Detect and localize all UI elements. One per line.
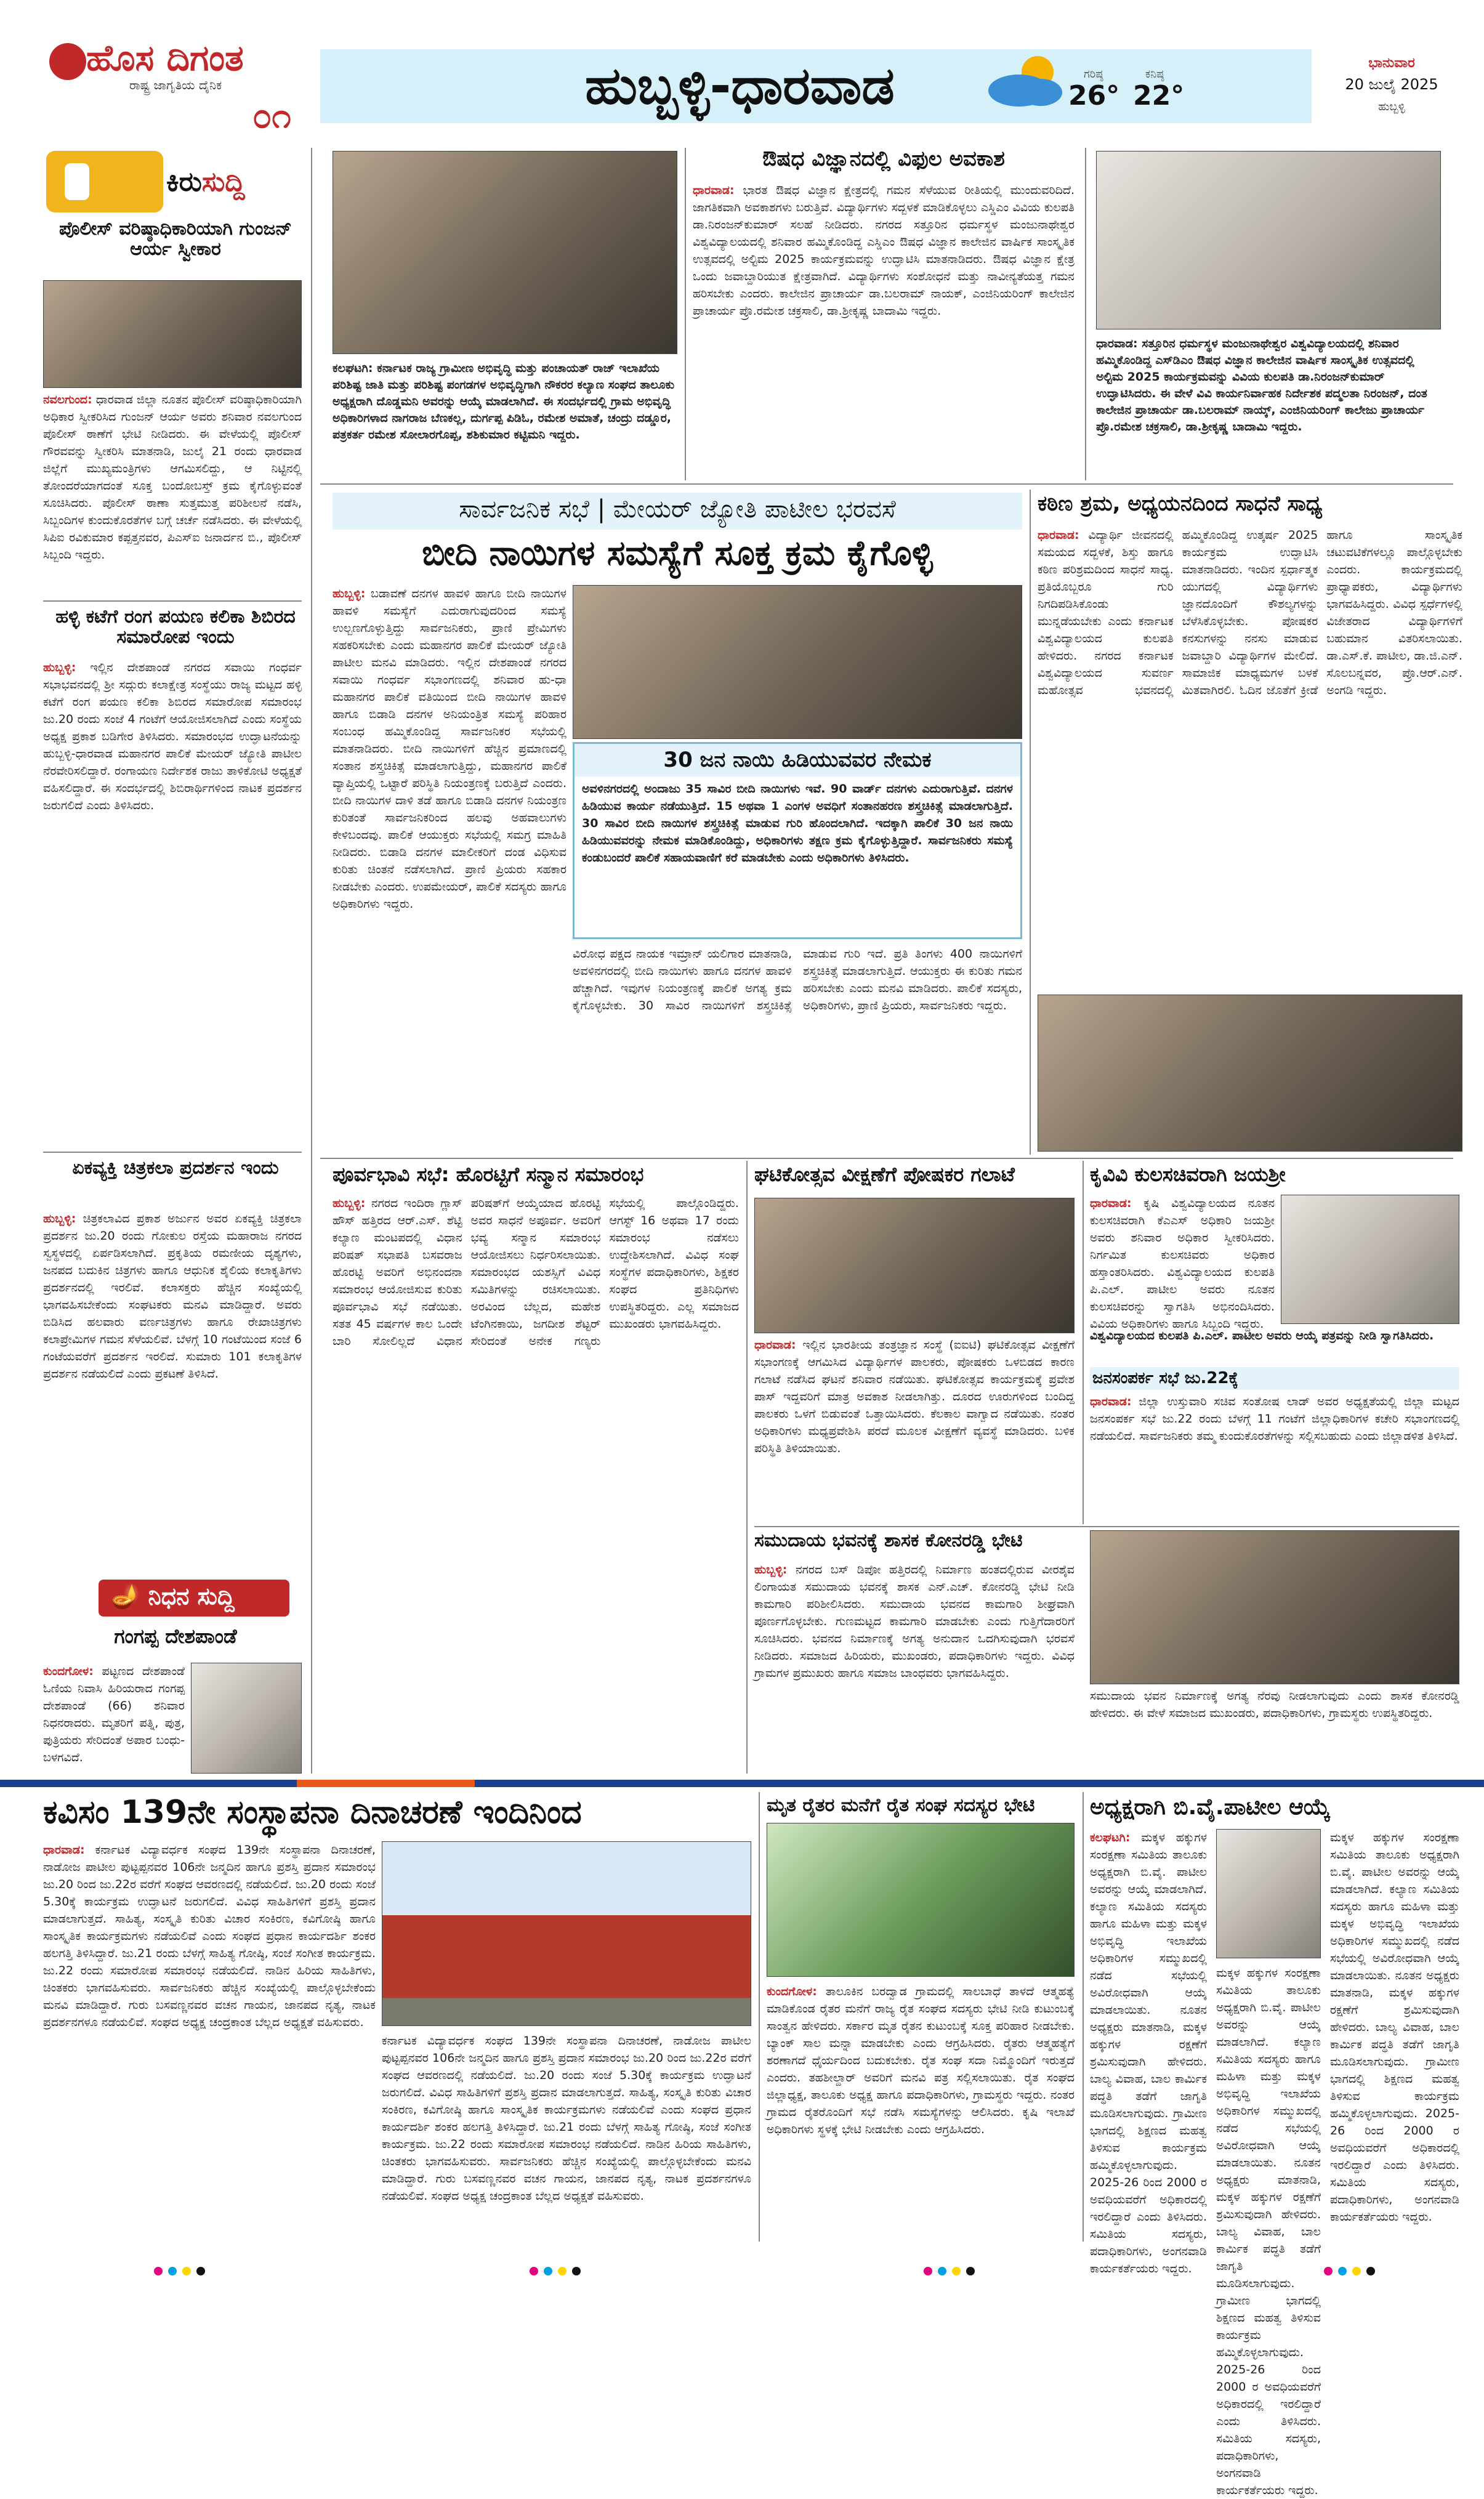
r3c-photo-caption: ವಿಶ್ವವಿದ್ಯಾಲಯದ ಕುಲಪತಿ ಪಿ.ಎಲ್. ಪಾಟೀಲ ಅವರು ಆಯ್ಕೆ ಪತ್ರವನ್ನು ನೀಡಿ ಸ್ವಾಗತಿಸಿದರು. xyxy=(1090,1329,1434,1342)
story1-lead: ನವಲಗುಂದ: xyxy=(43,393,92,406)
pharma-body xyxy=(693,182,1075,477)
r3c-sub-text: ಜಿಲ್ಲಾ ಉಸ್ತುವಾರಿ ಸಚಿವ ಸಂತೋಷ ಲಾಡ್ ಅವರ ಅಧ್ಯಕ್ಷತೆಯಲ್ಲಿ ಜಿಲ್ಲಾ ಮಟ್ಟದ ಜನಸಂಪರ್ಕ ಸಭೆ ಜು.22 ರಂದು ಬೆಳಗ್ಗೆ 11 ಗಂಟೆಗೆ ಜಿಲ್ಲಾಧಿಕಾರಿಗಳ ಕಚೇರಿ ಸಭಾಂಗಣದಲ್ಲಿ ನಡೆಯಲಿದೆ. ಸಾರ್ವಜನಿಕರು ತಮ್ಮ ಕುಂದುಕೊರತೆಗಳನ್ನು ಸಲ್ಲಿಸಬಹುದು ಎಂದು ಜಿಲ್ಲಾಡಳಿತ ತಿಳಿಸಿದೆ. xyxy=(1090,1395,1459,1443)
temp-low: 22° xyxy=(1133,80,1185,111)
story1-text: ಧಾರವಾಡ ಜಿಲ್ಲಾ ನೂತನ ಪೊಲೀಸ್ ವರಿಷ್ಠಾಧಿಕಾರಿಯಾಗಿ ಅಧಿಕಾರ ಸ್ವೀಕರಿಸಿದ ಗುಂಜನ್ ಆರ್ಯ ಅವರು ಶನಿವಾರ ನವಲಗುಂದ ಪೊಲೀಸ್ ಠಾಣೆಗೆ ಭೇಟಿ ನೀಡಿದರು. ಈ ವೇಳೆಯಲ್ಲಿ ಪೊಲೀಸ್ ಗೌರವವನ್ನು ಸ್ವೀಕರಿಸಿ ಮಾತನಾಡಿ, ಜುಲೈ 21 ರಂದು ಧಾರವಾಡ ಜಿಲ್ಲೆಗೆ ಮುಖ್ಯಮಂತ್ರಿಗಳು ಆಗಮಿಸಲಿದ್ದು, ಆ ನಿಟ್ಟಿನಲ್ಲಿ ತೋಂದರೆಯಾಗದಂತೆ ಸೂಕ್ತ ಬಂದೋಬಸ್ತ್ ಕ್ರಮ ಕೈಗೊಳ್ಳುವಂತೆ ಸೂಚಿಸಿದರು. ಪೊಲೀಸ್ ಠಾಣಾ ಸುತ್ತಮುತ್ತ ಪರಿಶೀಲನೆ ನಡೆಸಿ, ಸಿಬ್ಬಂದಿಗಳ ಕುಂದುಕೊರತೆಗಳ ಬಗ್ಗೆ ಚರ್ಚೆ ನಡೆಸಿದರು. ಈ ವೇಳೆಯಲ್ಲಿ ಸಿಪಿಐ ರವಿಕುಮಾರ ಕಪ್ಪತ್ತನವರ, ಪಿಎಸ್‌ಐ ಜನಾರ್ದನ ಬಿ., ಪೊಲೀಸ್ ಸಿಬ್ಬಂದಿ ಇದ್ದರು. xyxy=(43,393,302,562)
bc-body-3: ಮಕ್ಕಳ ಹಕ್ಕುಗಳ ಸಂರಕ್ಷಣಾ ಸಮಿತಿಯ ತಾಲೂಕು ಅಧ್ಯಕ್ಷರಾಗಿ ಬಿ.ವೈ. ಪಾಟೀಲ ಅವರನ್ನು ಆಯ್ಕೆ ಮಾಡಲಾಗಿದೆ. ಕಲ್ಯಾಣ ಸಮಿತಿಯ ಸದಸ್ಯರು ಹಾಗೂ ಮಹಿಳಾ ಮತ್ತು ಮಕ್ಕಳ ಅಭಿವೃದ್ಧಿ ಇಲಾಖೆಯ ಅಧಿಕಾರಿಗಳ ಸಮ್ಮುಖದಲ್ಲಿ ನಡೆದ ಸಭೆಯಲ್ಲಿ ಅವಿರೋಧವಾಗಿ ಆಯ್ಕೆ ಮಾಡಲಾಯಿತು. ನೂತನ ಅಧ್ಯಕ್ಷರು ಮಾತನಾಡಿ, ಮಕ್ಕಳ ಹಕ್ಕುಗಳ ರಕ್ಷಣೆಗೆ ಶ್ರಮಿಸುವುದಾಗಿ ಹೇಳಿದರು. ಬಾಲ್ಯ ವಿವಾಹ, ಬಾಲ ಕಾರ್ಮಿಕ ಪದ್ಧತಿ ತಡೆಗೆ ಜಾಗೃತಿ ಮೂಡಿಸಲಾಗುವುದು. ಗ್ರಾಮೀಣ ಭಾಗದಲ್ಲಿ ಶಿಕ್ಷಣದ ಮಹತ್ವ ತಿಳಿಸುವ ಕಾರ್ಯಕ್ರಮ ಹಮ್ಮಿಕೊಳ್ಳಲಾಗುವುದು. 2025-26 ರಿಂದ 2000 ರ ಅವಧಿಯವರೆಗೆ ಅಧಿಕಾರದಲ್ಲಿ ಇರಲಿದ್ದಾರೆ ಎಂದು ತಿಳಿಸಿದರು. ಸಮಿತಿಯ ಸದಸ್ಯರು, ಪದಾಧಿಕಾರಿಗಳು, ಅಂಗನವಾಡಿ ಕಾರ್ಯಕರ್ತೆಯರು ಇದ್ದರು. xyxy=(1216,1966,1321,2497)
cyan-dot xyxy=(544,2267,552,2275)
weekday: ಭಾನುವಾರ xyxy=(1368,55,1415,71)
r3d-caption: ಸಮುದಾಯ ಭವನ ನಿರ್ಮಾಣಕ್ಕೆ ಅಗತ್ಯ ನೆರವು ನೀಡಲಾಗುವುದು ಎಂದು ಶಾಸಕ ಕೋನರಡ್ಡಿ ಹೇಳಿದರು. ಈ ವೇಳೆ ಸಮಾಜದ ಮುಖಂಡರು, ಪದಾಧಿಕಾರಿಗಳು, ಗ್ರಾಮಸ್ಥರು ಉಪಸ್ಥಿತರಿದ್ದರು. xyxy=(1090,1689,1459,1720)
ba-body-2: ಕರ್ನಾಟಕ ವಿದ್ಯಾವರ್ಧಕ ಸಂಘದ 139ನೇ ಸಂಸ್ಥಾಪನಾ ದಿನಾಚರಣೆ, ನಾಡೋಜ ಪಾಟೀಲ ಪುಟ್ಟಪ್ಪನವರ 106ನೇ ಜನ್ಮದಿನ ಹಾಗೂ ಪ್ರಶಸ್ತಿ ಪ್ರದಾನ ಸಮಾರಂಭ ಜು.20 ರಿಂದ ಜು.22ರ ವರೆಗೆ ಸಂಘದ ಆವರಣದಲ್ಲಿ ನಡೆಯಲಿದೆ. ಜು.20 ರಂದು ಸಂಜೆ 5.30ಕ್ಕೆ ಕಾರ್ಯಕ್ರಮ ಉದ್ಘಾಟನೆ ಜರುಗಲಿದೆ. ವಿವಿಧ ಸಾಹಿತಿಗಳಿಗೆ ಪ್ರಶಸ್ತಿ ಪ್ರದಾನ ಮಾಡಲಾಗುತ್ತದೆ. ಸಾಹಿತ್ಯ, ಸಂಸ್ಕೃತಿ ಕುರಿತು ವಿಚಾರ ಸಂಕಿರಣ, ಕವಿಗೋಷ್ಠಿ ಹಾಗೂ ಸಾಂಸ್ಕೃತಿಕ ಕಾರ್ಯಕ್ರಮಗಳು ನಡೆಯಲಿವೆ ಎಂದು ಸಂಘದ ಪ್ರಧಾನ ಕಾರ್ಯದರ್ಶಿ ಶಂಕರ ಹಲಗತ್ತಿ ತಿಳಿಸಿದ್ದಾರೆ. ಜು.21 ರಂದು ಬೆಳಗ್ಗೆ ಸಾಹಿತ್ಯ ಗೋಷ್ಠಿ, ಸಂಜೆ ಸಂಗೀತ ಕಾರ್ಯಕ್ರಮ. ಜು.22 ರಂದು ಸಮಾರೋಪ ಸಮಾರಂಭ ನಡೆಯಲಿದೆ. ನಾಡಿನ ಹಿರಿಯ ಸಾಹಿತಿಗಳು, ಚಿಂತಕರು ಭಾಗವಹಿಸುವರು. ಸಾರ್ವಜನಿಕರು ಹೆಚ್ಚಿನ ಸಂಖ್ಯೆಯಲ್ಲಿ ಪಾಲ್ಗೊಳ್ಳಬೇಕೆಂದು ಮನವಿ ಮಾಡಿದ್ದಾರೆ. ಗುರು ಬಸವಣ್ಣನವರ ವಚನ ಗಾಯನ, ಜಾನಪದ ನೃತ್ಯ, ನಾಟಕ ಪ್ರದರ್ಶನಗಳೂ ನಡೆಯಲಿವೆ. ಸಂಘದ ಅಧ್ಯಕ್ಷ ಚಂದ್ರಕಾಂತ ಬೆಲ್ಲದ ಅಧ್ಯಕ್ಷತೆ ವಹಿಸುವರು. xyxy=(382,2034,751,2203)
main-body-right: ವಿರೋಧ ಪಕ್ಷದ ನಾಯಕ ಇಮ್ರಾನ್ ಯಲಿಗಾರ ಮಾತನಾಡಿ, ಅವಳಿನಗರದಲ್ಲಿ ಬೀದಿ ನಾಯಿಗಳು ಹಾಗೂ ದನಗಳ ಹಾವಳಿ ಹೆಚ್ಚಾಗಿದೆ. ಇವುಗಳ ನಿಯಂತ್ರಣಕ್ಕೆ ಪಾಲಿಕೆ ಅಗತ್ಯ ಕ್ರಮ ಕೈಗೊಳ್ಳಬೇಕು. 30 ಸಾವಿರ ನಾಯಿಗಳಿಗೆ ಶಸ್ತ್ರಚಿಕಿತ್ಸೆ ಮಾಡುವ ಗುರಿ ಇದೆ. ಪ್ರತಿ ತಿಂಗಳು 400 ನಾಯಿಗಳಿಗೆ ಶಸ್ತ್ರಚಿಕಿತ್ಸೆ ಮಾಡಲಾಗುತ್ತಿದೆ. ಆಯುಕ್ತರು ಈ ಕುರಿತು ಗಮನ ಹರಿಸಬೇಕು ಎಂದು ಮನವಿ ಮಾಡಿದರು. ಪಾಲಿಕೆ ಸದಸ್ಯರು, ಅಧಿಕಾರಿಗಳು, ಪ್ರಾಣಿ ಪ್ರಿಯರು, ಸಾರ್ವಜನಿಕರು ಇದ್ದರು. xyxy=(573,947,1022,1012)
paper-logo xyxy=(49,37,308,136)
yellow-dot xyxy=(1352,2267,1361,2275)
r3c-text: ಕೃಷಿ ವಿಶ್ವವಿದ್ಯಾಲಯದ ನೂತನ ಕುಲಸಚಿವರಾಗಿ ಕೆಎಎಸ್ ಅಧಿಕಾರಿ ಜಯಶ್ರೀ ಅವರು ಶನಿವಾರ ಅಧಿಕಾರ ಸ್ವೀಕರಿಸಿದರು. ನಿರ್ಗಮಿತ ಕುಲಸಚಿವರು ಅಧಿಕಾರ ಹಸ್ತಾಂತರಿಸಿದರು. ವಿಶ್ವವಿದ್ಯಾಲಯದ ಕುಲಪತಿ ಪಿ.ಎಲ್. ಪಾಟೀಲ ಅವರು ನೂತನ ಕುಲಸಚಿವರನ್ನು ಸ್ವಾಗತಿಸಿ ಅಭಿನಂದಿಸಿದರು. ವಿವಿಯ ಅಧಿಕಾರಿಗಳು ಹಾಗೂ ಸಿಬ್ಬಂದಿ ಇದ್ದರು. xyxy=(1090,1197,1275,1331)
ba-text: ಕರ್ನಾಟಕ ವಿದ್ಯಾವರ್ಧಕ ಸಂಘದ 139ನೇ ಸಂಸ್ಥಾಪನಾ ದಿನಾಚರಣೆ, ನಾಡೋಜ ಪಾಟೀಲ ಪುಟ್ಟಪ್ಪನವರ 106ನೇ ಜನ್ಮದಿನ ಹಾಗೂ ಪ್ರಶಸ್ತಿ ಪ್ರದಾನ ಸಮಾರಂಭ ಜು.20 ರಿಂದ ಜು.22ರ ವರೆಗೆ ಸಂಘದ ಆವರಣದಲ್ಲಿ ನಡೆಯಲಿದೆ. ಜು.20 ರಂದು ಸಂಜೆ 5.30ಕ್ಕೆ ಕಾರ್ಯಕ್ರಮ ಉದ್ಘಾಟನೆ ಜರುಗಲಿದೆ. ವಿವಿಧ ಸಾಹಿತಿಗಳಿಗೆ ಪ್ರಶಸ್ತಿ ಪ್ರದಾನ ಮಾಡಲಾಗುತ್ತದೆ. ಸಾಹಿತ್ಯ, ಸಂಸ್ಕೃತಿ ಕುರಿತು ವಿಚಾರ ಸಂಕಿರಣ, ಕವಿಗೋಷ್ಠಿ ಹಾಗೂ ಸಾಂಸ್ಕೃತಿಕ ಕಾರ್ಯಕ್ರಮಗಳು ನಡೆಯಲಿವೆ ಎಂದು ಸಂಘದ ಪ್ರಧಾನ ಕಾರ್ಯದರ್ಶಿ ಶಂಕರ ಹಲಗತ್ತಿ ತಿಳಿಸಿದ್ದಾರೆ. ಜು.21 ರಂದು ಬೆಳಗ್ಗೆ ಸಾಹಿತ್ಯ ಗೋಷ್ಠಿ, ಸಂಜೆ ಸಂಗೀತ ಕಾರ್ಯಕ್ರಮ. ಜು.22 ರಂದು ಸಮಾರೋಪ ಸಮಾರಂಭ ನಡೆಯಲಿದೆ. ನಾಡಿನ ಹಿರಿಯ ಸಾಹಿತಿಗಳು, ಚಿಂತಕರು ಭಾಗವಹಿಸುವರು. ಸಾರ್ವಜನಿಕರು ಹೆಚ್ಚಿನ ಸಂಖ್ಯೆಯಲ್ಲಿ ಪಾಲ್ಗೊಳ್ಳಬೇಕೆಂದು ಮನವಿ ಮಾಡಿದ್ದಾರೆ. ಗುರು ಬಸವಣ್ಣನವರ ವಚನ ಗಾಯನ, ಜಾನಪದ ನೃತ್ಯ, ನಾಟಕ ಪ್ರದರ್ಶನಗಳೂ ನಡೆಯಲಿವೆ. ಸಂಘದ ಅಧ್ಯಕ್ಷ ಚಂದ್ರಕಾಂತ ಬೆಲ್ಲದ ಅಧ್ಯಕ್ಷತೆ ವಹಿಸುವರು. xyxy=(43,1843,376,2029)
masthead xyxy=(0,0,1484,154)
story3-text: ಚಿತ್ರಕಲಾವಿದ ಪ್ರಕಾಶ ಅರ್ಜುನ ಅವರ ಏಕವ್ಯಕ್ತಿ ಚಿತ್ರಕಲಾ ಪ್ರದರ್ಶನ ಜು.20 ರಂದು ಗೋಕುಲ ರಸ್ತೆಯ ಮಹಾರಾಜ ನಗರದ ಸ್ವಸ್ಥಳದಲ್ಲಿ ಏರ್ಪಡಿಸಲಾಗಿದೆ. ಪ್ರಕೃತಿಯ ರಮಣೀಯ ದೃಶ್ಯಗಳು, ಜನಪದ ಬದುಕಿನ ಚಿತ್ರಗಳು ಹಾಗೂ ಆಧುನಿಕ ಶೈಲಿಯ ಕಲಾಕೃತಿಗಳು ಪ್ರದರ್ಶನದಲ್ಲಿ ಇರಲಿವೆ. ಕಲಾಸಕ್ತರು ಹೆಚ್ಚಿನ ಸಂಖ್ಯೆಯಲ್ಲಿ ಭಾಗವಹಿಸಬೇಕೆಂದು ಸಂಘಟಕರು ಮನವಿ ಮಾಡಿದ್ದಾರೆ. ಅವರು ಬಿಡಿಸಿದ ಹಲವಾರು ವರ್ಣಚಿತ್ರಗಳು ಹಾಗೂ ರೇಖಾಚಿತ್ರಗಳು ಕಲಾಪ್ರೇಮಿಗಳ ಗಮನ ಸೆಳೆಯಲಿವೆ. ಬೆಳಗ್ಗೆ 10 ಗಂಟೆಯಿಂದ ಸಂಜೆ 6 ಗಂಟೆಯವರೆಗೆ ಪ್ರದರ್ಶನ ಇರಲಿದೆ. ಸುಮಾರು 101 ಕಲಾಕೃತಿಗಳ ಪ್ರದರ್ಶನ ನಡೆಯಲಿದೆ ಎಂದು ಪ್ರಕಟಣೆ ತಿಳಿಸಿದೆ. xyxy=(43,1212,302,1381)
r3c-photo xyxy=(1281,1195,1459,1324)
print-registration-marks xyxy=(154,2266,208,2275)
r3d-lead: ಹುಬ್ಬಳ್ಳಿ: xyxy=(754,1563,788,1577)
main-text-left: ಬಡಾವಣೆ ದನಗಳ ಹಾವಳಿ ಹಾಗೂ ಬೀದಿ ನಾಯಿಗಳ ಹಾವಳಿ ಸಮಸ್ಯೆಗೆ ಎದುರಾಗುವುದರಿಂದ ಸಮಸ್ಯೆ ಉಲ್ಬಣಗೊಳ್ಳುತ್ತಿದ್ದು ಸಾರ್ವಜನಿಕರು, ಪ್ರಾಣಿ ಪ್ರೇಮಿಗಳು ಸಹಕರಿಸಬೇಕು ಎಂದು ಮಹಾನಗರ ಪಾಲಿಕೆ ಮೇಯರ್ ಜ್ಯೋತಿ ಪಾಟೀಲ ಮನವಿ ಮಾಡಿದರು. ಇಲ್ಲಿನ ದೇಶಪಾಂಡೆ ನಗರದ ಸವಾಯಿ ಗಂಧರ್ವ ಸಭಾಂಗಣದಲ್ಲಿ ಶನಿವಾರ ಹು-ಧಾ ಮಹಾನಗರ ಪಾಲಿಕೆ ವತಿಯಿಂದ ಬೀದಿ ನಾಯಿಗಳ ಹಾವಳಿ ಹಾಗೂ ಬಿಡಾಡಿ ದನಗಳ ಅನಿಯಂತ್ರಿತ ಸಮಸ್ಯೆ ಪರಿಹಾರ ಸಂಬಂಧ ಹಮ್ಮಿಕೊಂಡಿದ್ದ ಸಾರ್ವಜನಿಕರ ಸಭೆಯಲ್ಲಿ ಮಾತನಾಡಿದರು. ಬೀದಿ ನಾಯಿಗಳಿಗೆ ಹೆಚ್ಚಿನ ಪ್ರಮಾಣದಲ್ಲಿ ಸಂತಾನ ಶಸ್ತ್ರಚಿಕಿತ್ಸೆ ಮಾಡಲಾಗುತ್ತಿದ್ದು, ಮಹಾನಗರ ಪಾಲಿಕೆ ವ್ಯಾಪ್ತಿಯಲ್ಲಿ ಒಟ್ಟಾರೆ ಪರಿಸ್ಥಿತಿ ನಿಯಂತ್ರಣಕ್ಕೆ ಬರುತ್ತಿದೆ ಎಂದರು. ಬೀದಿ ನಾಯಿಗಳ ದಾಳಿ ತಡೆ ಹಾಗೂ ಬಿಡಾಡಿ ದನಗಳ ನಿಯಂತ್ರಣ ಕುರಿತಂತೆ ಸಾರ್ವಜನಿಕರಿಂದ ಹಲವು ಅಹವಾಲುಗಳು ಕೇಳಿಬಂದವು. ಪಾಲಿಕೆ ಆಯುಕ್ತರು ಸಭೆಯಲ್ಲಿ ಸಮಗ್ರ ಮಾಹಿತಿ ನೀಡಿದರು. ಬಿಡಾಡಿ ದನಗಳ ಮಾಲೀಕರಿಗೆ ದಂಡ ವಿಧಿಸುವ ಕುರಿತು ಚಿಂತನೆ ನಡೆಸಲಾಗಿದೆ. ಪ್ರಾಣಿ ಪ್ರಿಯರು ಸಹಕಾರ ನೀಡಬೇಕು ಎಂದರು. ಉಪಮೇಯರ್, ಪಾಲಿಕೆ ಸದಸ್ಯರು ಹಾಗೂ ಅಧಿಕಾರಿಗಳು ಇದ್ದರು. xyxy=(333,587,567,911)
rc1-headline: ಕಠಿಣ ಶ್ರಮ, ಅಧ್ಯಯನದಿಂದ ಸಾಧನೆ ಸಾಧ್ಯ xyxy=(1038,491,1323,516)
bb-photo xyxy=(767,1823,1075,1977)
ba-photo xyxy=(382,1841,751,2026)
r3a-body xyxy=(333,1195,739,1774)
r3d-text: ನಗರದ ಬಸ್ ಡಿಪೋ ಹತ್ತಿರದಲ್ಲಿ ನಿರ್ಮಾಣ ಹಂತದಲ್ಲಿರುವ ವೀರಶೈವ ಲಿಂಗಾಯತ ಸಮುದಾಯ ಭವನಕ್ಕೆ ಶಾಸಕ ಎನ್.ಎಚ್. ಕೋನರಡ್ಡಿ ಭೇಟಿ ನೀಡಿ ಕಾಮಗಾರಿ ಪರಿಶೀಲಿಸಿದರು. ಸಮುದಾಯ ಭವನದ ಕಾಮಗಾರಿ ಶೀಘ್ರವಾಗಿ ಪೂರ್ಣಗೊಳ್ಳಬೇಕು. ಗುಣಮಟ್ಟದ ಕಾಮಗಾರಿ ಮಾಡಬೇಕು ಎಂದು ಗುತ್ತಿಗೆದಾರರಿಗೆ ಸೂಚಿಸಿದರು. ಭವನದ ನಿರ್ಮಾಣಕ್ಕೆ ಅಗತ್ಯ ಅನುದಾನ ಒದಗಿಸುವುದಾಗಿ ಭರವಸೆ ನೀಡಿದರು. ಸಮಾಜದ ಹಿರಿಯರು, ಮುಖಂಡರು, ಪದಾಧಿಕಾರಿಗಳು ಇದ್ದರು. ವಿವಿಧ ಗ್ರಾಮಗಳ ಪ್ರಮುಖರು ಹಾಗೂ ಸಮಾಜ ಬಾಂಧವರು ಭಾಗವಹಿಸಿದ್ದರು. xyxy=(754,1563,1075,1680)
black-dot xyxy=(966,2267,975,2275)
story2-lead: ಹುಬ್ಬಳ್ಳಿ: xyxy=(43,661,76,674)
r3c-body xyxy=(1090,1195,1275,1331)
divider xyxy=(320,1158,1453,1159)
cyan-dot xyxy=(168,2267,177,2275)
r3b-text: ಇಲ್ಲಿನ ಭಾರತೀಯ ತಂತ್ರಜ್ಞಾನ ಸಂಸ್ಥೆ (ಐಐಟಿ) ಘಟಿಕೋತ್ಸವ ವೀಕ್ಷಣೆಗೆ ಸಭಾಂಗಣಕ್ಕೆ ಆಗಮಿಸಿದ ವಿದ್ಯಾರ್ಥಿಗಳ ಪಾಲಕರು, ಪೋಷಕರು ಒಳಬಿಡದ ಕಾರಣ ಗಲಾಟೆ ನಡೆಸಿದ ಘಟನೆ ಶನಿವಾರ ನಡೆಯಿತು. ಘಟಿಕೋತ್ಸವ ಕಾರ್ಯಕ್ರಮಕ್ಕೆ ಪ್ರವೇಶ ಪಾಸ್ ಇದ್ದವರಿಗೆ ಮಾತ್ರ ಅವಕಾಶ ನೀಡಲಾಗಿತ್ತು. ದೂರದ ಊರುಗಳಿಂದ ಬಂದಿದ್ದ ಪಾಲಕರು ಒಳಗೆ ಬಿಡುವಂತೆ ಒತ್ತಾಯಿಸಿದರು. ಕೆಲಕಾಲ ವಾಗ್ವಾದ ನಡೆಯಿತು. ನಂತರ ಅಧಿಕಾರಿಗಳು ಮಧ್ಯಪ್ರವೇಶಿಸಿ ಪರದೆ ಮೂಲಕ ವೀಕ್ಷಣೆಗೆ ವ್ಯವಸ್ಥೆ ಮಾಡಿದರು. ಬಳಿಕ ಪರಿಸ್ಥಿತಿ ತಿಳಿಯಾಯಿತು. xyxy=(754,1338,1075,1455)
story2-body xyxy=(43,659,302,1145)
r3c-lead: ಧಾರವಾಡ: xyxy=(1090,1197,1132,1210)
main-kicker: ಸಾರ್ವಜನಿಕ ಸಭೆ | ಮೇಯರ್ ಜ್ಯೋತಿ ಪಾಟೀಲ ಭರವಸೆ xyxy=(459,495,896,523)
rc1-photo xyxy=(1038,995,1462,1152)
sidebox-title: 30 ಜನ ನಾಯಿ ಹಿಡಿಯುವವರ ನೇಮಕ xyxy=(575,744,1020,777)
nidhana-text: ನಿಧನ xyxy=(148,1583,190,1610)
bc-headline: ಅಧ್ಯಕ್ಷರಾಗಿ ಬಿ.ವೈ.ಪಾಟೀಲ ಆಯ್ಕೆ xyxy=(1090,1795,1331,1820)
r3a-lead: ಹುಬ್ಬಳ್ಳಿ: xyxy=(333,1197,366,1210)
r3d-photo xyxy=(1090,1530,1459,1684)
pharma-lead: ಧಾರವಾಡ: xyxy=(693,184,735,197)
obit-suddi-text: ಸುದ್ದಿ xyxy=(197,1583,235,1610)
temp-high-label: ಗರಿಷ್ಠ xyxy=(1084,68,1103,81)
sidebox-body: ಅವಳಿನಗರದಲ್ಲಿ ಅಂದಾಜು 35 ಸಾವಿರ ಬೀದಿ ನಾಯಿಗಳು ಇವೆ. 90 ವಾರ್ಡ್ ದನಗಳು ಎದುರಾಗುತ್ತಿವೆ. ದನಗಳ ಹಿಡಿಯುವ ಕಾರ್ಯ ನಡೆಯುತ್ತಿದೆ. 15 ಅಥವಾ 1 ಎಂಗಳ ಅವಧಿಗೆ ಸಂತಾನಹರಣ ಶಸ್ತ್ರಚಿಕಿತ್ಸೆ ಮಾಡಲಾಗುತ್ತಿದೆ. 30 ಸಾವಿರ ಬೀದಿ ನಾಯಿಗಳ ಶಸ್ತ್ರಚಿಕಿತ್ಸೆ ಮಾಡುವ ಗುರಿ ಹೊಂದಲಾಗಿದೆ. ಇದಕ್ಕಾಗಿ ಪಾಲಿಕೆ 30 ಜನ ನಾಯಿ ಹಿಡಿಯುವವರನ್ನು ನೇಮಕ ಮಾಡಿಕೊಂಡಿದ್ದು, ಅಧಿಕಾರಿಗಳು ತಕ್ಷಣ ಕ್ರಮ ಕೈಗೊಳ್ಳುತ್ತಿದ್ದಾರೆ. ಸಾರ್ವಜನಿಕರು ಸಮಸ್ಯೆ ಕಂಡುಬಂದರೆ ಪಾಲಿಕೆ ಸಹಾಯವಾಣಿಗೆ ಕರೆ ಮಾಡಬೇಕು ಎಂದು ಅಧಿಕಾರಿಗಳು ತಿಳಿಸಿದರು. xyxy=(582,782,1013,865)
bc-text: ಮಕ್ಕಳ ಹಕ್ಕುಗಳ ಸಂರಕ್ಷಣಾ ಸಮಿತಿಯ ತಾಲೂಕು ಅಧ್ಯಕ್ಷರಾಗಿ ಬಿ.ವೈ. ಪಾಟೀಲ ಅವರನ್ನು ಆಯ್ಕೆ ಮಾಡಲಾಗಿದೆ. ಕಲ್ಯಾಣ ಸಮಿತಿಯ ಸದಸ್ಯರು ಹಾಗೂ ಮಹಿಳಾ ಮತ್ತು ಮಕ್ಕಳ ಅಭಿವೃದ್ಧಿ ಇಲಾಖೆಯ ಅಧಿಕಾರಿಗಳ ಸಮ್ಮುಖದಲ್ಲಿ ನಡೆದ ಸಭೆಯಲ್ಲಿ ಅವಿರೋಧವಾಗಿ ಆಯ್ಕೆ ಮಾಡಲಾಯಿತು. ನೂತನ ಅಧ್ಯಕ್ಷರು ಮಾತನಾಡಿ, ಮಕ್ಕಳ ಹಕ್ಕುಗಳ ರಕ್ಷಣೆಗೆ ಶ್ರಮಿಸುವುದಾಗಿ ಹೇಳಿದರು. ಬಾಲ್ಯ ವಿವಾಹ, ಬಾಲ ಕಾರ್ಮಿಕ ಪದ್ಧತಿ ತಡೆಗೆ ಜಾಗೃತಿ ಮೂಡಿಸಲಾಗುವುದು. ಗ್ರಾಮೀಣ ಭಾಗದಲ್ಲಿ ಶಿಕ್ಷಣದ ಮಹತ್ವ ತಿಳಿಸುವ ಕಾರ್ಯಕ್ರಮ ಹಮ್ಮಿಕೊಳ್ಳಲಾಗುವುದು. 2025-26 ರಿಂದ 2000 ರ ಅವಧಿಯವರೆಗೆ ಅಧಿಕಾರದಲ್ಲಿ ಇರಲಿದ್ದಾರೆ ಎಂದು ತಿಳಿಸಿದರು. ಸಮಿತಿಯ ಸದಸ್ಯರು, ಪದಾಧಿಕಾರಿಗಳು, ಅಂಗನವಾಡಿ ಕಾರ್ಯಕರ್ತೆಯರು ಇದ್ದರು. xyxy=(1090,1831,1207,2275)
paper-name: ಹೊಸ ದಿಗಂತ xyxy=(86,37,244,79)
magenta-dot xyxy=(924,2267,932,2275)
black-dot xyxy=(572,2267,581,2275)
black-dot xyxy=(196,2267,205,2275)
top-mid-caption: ಕಲಘಟಗಿ: ಕರ್ನಾಟಕ ರಾಜ್ಯ ಗ್ರಾಮೀಣ ಅಭಿವೃದ್ಧಿ ಮತ್ತು ಪಂಚಾಯತ್ ರಾಜ್ ಇಲಾಖೆಯ ಪರಿಶಿಷ್ಟ ಜಾತಿ ಮತ್ತು ಪರಿಶಿಷ್ಟ ಪಂಗಡಗಳ ಅಭಿವೃದ್ಧಿಗಾಗಿ ನೌಕರರ ಕಲ್ಯಾಣ ಸಂಘದ ತಾಲೂಕು ಅಧ್ಯಕ್ಷರಾಗಿ ದೊಡ್ಡಮನಿ ಅವರನ್ನು ಆಯ್ಕೆ ಮಾಡಲಾಗಿದೆ. ಈ ಸಂದರ್ಭದಲ್ಲಿ ಗ್ರಾಮ ಅಭಿವೃದ್ಧಿ ಅಧಿಕಾರಿಗಳಾದ ನಾಗರಾಜ ಬೆಣಕಲ್ಲ, ದುರ್ಗಪ್ಪ ಪಿಡಿಓ, ರಮೇಶ ಅಮಾತೆ, ಚಂದ್ರು ದಡ್ಡೂರ, ಪತ್ರಕರ್ತ ರಮೇಶ ಸೋಲಾರಗೊಪ್ಪ, ಶಶಿಕುಮಾರ ಕಟ್ಟಿಮನಿ ಇದ್ದರು. xyxy=(333,361,675,442)
bc-photo xyxy=(1216,1829,1321,1958)
edition: ಹುಬ್ಬಳ್ಳಿ xyxy=(1378,100,1405,113)
cyan-dot xyxy=(938,2267,946,2275)
main-photo xyxy=(573,585,1022,739)
column-rule xyxy=(685,148,686,480)
story3-headline: ಏಕವ್ಯಕ್ತಿ ಚಿತ್ರಕಲಾ ಪ್ರದರ್ಶನ ಇಂದು xyxy=(72,1157,279,1179)
story3-lead: ಹುಬ್ಬಳ್ಳಿ: xyxy=(43,1212,76,1225)
main-lead: ಹುಬ್ಬಳ್ಳಿ: xyxy=(333,587,366,600)
bc-lead: ಕಲಘಟಗಿ: xyxy=(1090,1831,1131,1844)
r3b-lead: ಧಾರವಾಡ: xyxy=(754,1338,796,1352)
lamp-icon: 🪔 xyxy=(111,1583,140,1610)
kiru-suddi-badge xyxy=(46,151,163,212)
magenta-dot xyxy=(530,2267,538,2275)
black-dot xyxy=(1366,2267,1375,2275)
main-sidebox xyxy=(573,742,1022,939)
temp-low-label: ಕನಿಷ್ಠ xyxy=(1145,68,1164,81)
column-rule xyxy=(1083,1792,1084,2242)
story2-headline: ಹಳ್ಳಿ ಕಟೆಗೆ ರಂಗ ಪಯಣ ಕಲಿಕಾ ಶಿಬಿರದ ಸಮಾರೋಪ ಇಂದು xyxy=(55,606,296,648)
ba-body-1 xyxy=(43,1841,376,2242)
rc1-body xyxy=(1038,527,1462,991)
suddi-text: ಸುದ್ದಿ xyxy=(201,166,245,198)
pharma-text: ಭಾರತ ಔಷಧ ವಿಜ್ಞಾನ ಕ್ಷೇತ್ರದಲ್ಲಿ ಗಮನ ಸೆಳೆಯುವ ರೀತಿಯಲ್ಲಿ ಮುಂದುವರಿದಿದೆ. ಜಾಗತಿಕವಾಗಿ ಅವಕಾಶಗಳು ಬರುತ್ತಿವೆ. ವಿದ್ಯಾರ್ಥಿಗಳು ಸದ್ಬಳಕೆ ಮಾಡಿಕೊಳ್ಳಲು ಎಸ್ಡಿಎಂ ವಿವಿಯ ಕುಲಪತಿ ಡಾ.ನಿರಂಜನ್‌ಕುಮಾರ್ ಸಲಹೆ ನೀಡಿದರು. ನಗರದ ಸತ್ತೂರಿನ ಧರ್ಮಸ್ಥಳ ಮಂಜುನಾಥೇಶ್ವರ ವಿಶ್ವವಿದ್ಯಾಲಯದಲ್ಲಿ ಶನಿವಾರ ಹಮ್ಮಿಕೊಂಡಿದ್ದ ಎಸ್ಡಿಎಂ ಔಷಧ ವಿಜ್ಞಾನ ಕಾಲೇಜಿನ ವಾರ್ಷಿಕ ಸಾಂಸ್ಕೃತಿಕ ಉತ್ಸವದಲ್ಲಿ ಅಲ್ಟಿಮ 2025 ಕಾರ್ಯಕ್ರಮವನ್ನು ಉದ್ಘಾಟಿಸಿ ಮಾತನಾಡಿದರು. ಔಷಧ ವಿಜ್ಞಾನ ಕ್ಷೇತ್ರ ಒಂದು ಜವಾಬ್ದಾರಿಯುತ ಕ್ಷೇತ್ರವಾಗಿದೆ. ವಿದ್ಯಾರ್ಥಿಗಳು ಸಂಶೋಧನೆ ಮತ್ತು ನಾವೀನ್ಯತೆಯತ್ತ ಗಮನ ಹರಿಸಬೇಕು ಎಂದರು. ಕಾಲೇಜಿನ ಪ್ರಾಚಾರ್ಯ ಡಾ.ಬಲರಾಮ್ ನಾಯಕ್, ಎಂಜಿನಿಯರಿಂಗ್ ಕಾಲೇಜಿನ ಪ್ರಾಚಾರ್ಯ ಪ್ರೊ.ರಮೇಶ ಚಕ್ರಸಾಲಿ, ಡಾ.ಶ್ರೀಕೃಷ್ಣ ಬಾದಾಮಿ ಇದ್ದರು. xyxy=(693,184,1075,318)
divider xyxy=(320,483,1453,485)
top-right-photo xyxy=(1096,151,1441,329)
paper-tagline: ರಾಷ್ಟ್ರ ಜಾಗೃತಿಯ ದೈನಿಕ xyxy=(129,78,222,92)
ba-lead: ಧಾರವಾಡ: xyxy=(43,1843,85,1857)
print-registration-marks xyxy=(924,2266,977,2275)
column-rule xyxy=(1083,1161,1084,1524)
obit-name: ಗಂಗಪ್ಪ ದೇಶಪಾಂಡೆ xyxy=(114,1625,237,1648)
section-strip xyxy=(0,1780,1484,1787)
dateline xyxy=(1318,55,1466,113)
r3c-headline: ಕೃವಿವಿ ಕುಲಸಚಿವರಾಗಿ ಜಯಶ್ರೀ xyxy=(1090,1163,1286,1186)
r3b-headline: ಘಟಿಕೋತ್ಸವ ವೀಕ್ಷಣೆಗೆ ಪೋಷಕರ ಗಲಾಟೆ xyxy=(754,1163,1015,1186)
column-rule xyxy=(1030,490,1031,1155)
story1-photo xyxy=(43,280,302,388)
top-right-caption: ಧಾರವಾಡ: ಸತ್ತೂರಿನ ಧರ್ಮಸ್ಥಳ ಮಂಜುನಾಥೇಶ್ವರ ವಿಶ್ವವಿದ್ಯಾಲಯದಲ್ಲಿ ಶನಿವಾರ ಹಮ್ಮಿಕೊಂಡಿದ್ದ ಎಸ್‌ಡಿಎಂ ಔಷಧ ವಿಜ್ಞಾನ ಕಾಲೇಜಿನ ವಾರ್ಷಿಕ ಸಾಂಸ್ಕೃತಿಕ ಉತ್ಸವದಲ್ಲಿ ಅಲ್ಟಿಮ 2025 ಕಾರ್ಯಕ್ರಮವನ್ನು ವಿವಿಯ ಕುಲಪತಿ ಡಾ.ನಿರಂಜನ್‌ಕುಮಾರ್ ಉದ್ಘಾಟಿಸಿದರು. ಈ ವೇಳೆ ವಿವಿ ಕಾರ್ಯನಿರ್ವಾಹಕ ನಿರ್ದೇಶಕ ಪದ್ಮಲತಾ ನಿರಂಜನ್, ದಂತ ಕಾಲೇಜಿನ ಪ್ರಾಚಾರ್ಯ ಡಾ.ಬಲರಾಮ್ ನಾಯ್ಕ್, ಎಂಜಿನಿಯರಿಂಗ್ ಕಾಲೇಜು ಪ್ರಾಚಾರ್ಯ ಪ್ರೊ.ರಮೇಶ ಚಕ್ರಸಾಲಿ, ಡಾ.ಶ್ರೀಕೃಷ್ಣ ಬಾದಾಮಿ ಇದ್ದರು. xyxy=(1096,337,1427,434)
divider xyxy=(754,1526,1459,1527)
r3a-headline: ಪೂರ್ವಭಾವಿ ಸಭೆ: ಹೊರಟ್ಟಿಗೆ ಸನ್ಮಾನ ಸಮಾರಂಭ xyxy=(333,1163,644,1186)
obit-body xyxy=(43,1663,185,1774)
rc1-text: ವಿದ್ಯಾರ್ಥಿ ಜೀವನದಲ್ಲಿ ಸಮಯದ ಸದ್ಬಳಕೆ, ಶಿಸ್ತು ಹಾಗೂ ಕಠಿಣ ಪರಿಶ್ರಮದಿಂದ ಸಾಧನೆ ಸಾಧ್ಯ. ಪ್ರತಿಯೊಬ್ಬರೂ ಗುರಿ ನಿಗದಿಪಡಿಸಿಕೊಂಡು ಮುನ್ನಡೆಯಬೇಕು ಎಂದು ಕರ್ನಾಟಕ ವಿಶ್ವವಿದ್ಯಾಲಯದ ಕುಲಪತಿ ಹೇಳಿದರು. ನಗರದ ಕರ್ನಾಟಕ ವಿಶ್ವವಿದ್ಯಾಲಯದ ಸುವರ್ಣ ಮಹೋತ್ಸವ ಭವನದಲ್ಲಿ ಹಮ್ಮಿಕೊಂಡಿದ್ದ ಉತ್ಕರ್ಷ 2025 ಕಾರ್ಯಕ್ರಮ ಉದ್ಘಾಟಿಸಿ ಮಾತನಾಡಿದರು. ಇಂದಿನ ಸ್ಪರ್ಧಾತ್ಮಕ ಯುಗದಲ್ಲಿ ವಿದ್ಯಾರ್ಥಿಗಳು ಜ್ಞಾನದೊಂದಿಗೆ ಕೌಶಲ್ಯಗಳನ್ನು ಬೆಳೆಸಿಕೊಳ್ಳಬೇಕು. ಪೋಷಕರ ಕನಸುಗಳನ್ನು ನನಸು ಮಾಡುವ ಜವಾಬ್ದಾರಿ ವಿದ್ಯಾರ್ಥಿಗಳ ಮೇಲಿದೆ. ಸಾಮಾಜಿಕ ಮಾಧ್ಯಮಗಳ ಬಳಕೆ ಮಿತವಾಗಿರಲಿ. ಓದಿನ ಜೊತೆಗೆ ಕ್ರೀಡೆ ಹಾಗೂ ಸಾಂಸ್ಕೃತಿಕ ಚಟುವಟಿಕೆಗಳಲ್ಲೂ ಪಾಲ್ಗೊಳ್ಳಬೇಕು ಎಂದರು. ಕಾರ್ಯಕ್ರಮದಲ್ಲಿ ಪ್ರಾಧ್ಯಾಪಕರು, ವಿದ್ಯಾರ್ಥಿಗಳು ಭಾಗವಹಿಸಿದ್ದರು. ವಿವಿಧ ಸ್ಪರ್ಧೆಗಳಲ್ಲಿ ವಿಜೇತರಾದ ವಿದ್ಯಾರ್ಥಿಗಳಿಗೆ ಬಹುಮಾನ ವಿತರಿಸಲಾಯಿತು. ಡಾ.ಎಸ್.ಕೆ. ಪಾಟೀಲ, ಡಾ.ಜಿ.ಎನ್. ಸೊಲಬನ್ನವರ, ಪ್ರೊ.ಆರ್.ಎನ್. ಅಂಗಡಿ ಇದ್ದರು. xyxy=(1038,528,1462,697)
bc-body-2: ಮಕ್ಕಳ ಹಕ್ಕುಗಳ ಸಂರಕ್ಷಣಾ ಸಮಿತಿಯ ತಾಲೂಕು ಅಧ್ಯಕ್ಷರಾಗಿ ಬಿ.ವೈ. ಪಾಟೀಲ ಅವರನ್ನು ಆಯ್ಕೆ ಮಾಡಲಾಗಿದೆ. ಕಲ್ಯಾಣ ಸಮಿತಿಯ ಸದಸ್ಯರು ಹಾಗೂ ಮಹಿಳಾ ಮತ್ತು ಮಕ್ಕಳ ಅಭಿವೃದ್ಧಿ ಇಲಾಖೆಯ ಅಧಿಕಾರಿಗಳ ಸಮ್ಮುಖದಲ್ಲಿ ನಡೆದ ಸಭೆಯಲ್ಲಿ ಅವಿರೋಧವಾಗಿ ಆಯ್ಕೆ ಮಾಡಲಾಯಿತು. ನೂತನ ಅಧ್ಯಕ್ಷರು ಮಾತನಾಡಿ, ಮಕ್ಕಳ ಹಕ್ಕುಗಳ ರಕ್ಷಣೆಗೆ ಶ್ರಮಿಸುವುದಾಗಿ ಹೇಳಿದರು. ಬಾಲ್ಯ ವಿವಾಹ, ಬಾಲ ಕಾರ್ಮಿಕ ಪದ್ಧತಿ ತಡೆಗೆ ಜಾಗೃತಿ ಮೂಡಿಸಲಾಗುವುದು. ಗ್ರಾಮೀಣ ಭಾಗದಲ್ಲಿ ಶಿಕ್ಷಣದ ಮಹತ್ವ ತಿಳಿಸುವ ಕಾರ್ಯಕ್ರಮ ಹಮ್ಮಿಕೊಳ್ಳಲಾಗುವುದು. 2025-26 ರಿಂದ 2000 ರ ಅವಧಿಯವರೆಗೆ ಅಧಿಕಾರದಲ್ಲಿ ಇರಲಿದ್ದಾರೆ ಎಂದು ತಿಳಿಸಿದರು. ಸಮಿತಿಯ ಸದಸ್ಯರು, ಪದಾಧಿಕಾರಿಗಳು, ಅಂಗನವಾಡಿ ಕಾರ್ಯಕರ್ತೆಯರು ಇದ್ದರು. xyxy=(1330,1831,1459,2224)
obit-photo xyxy=(191,1663,302,1774)
ba-headline: ಕವಿಸಂ 139ನೇ ಸಂಸ್ಥಾಪನಾ ದಿನಾಚರಣೆ ಇಂದಿನಿಂದ xyxy=(43,1794,582,1831)
magenta-dot xyxy=(154,2267,163,2275)
column-rule xyxy=(759,1792,760,2242)
city-title: ಹುಬ್ಬಳ್ಳಿ-ಧಾರವಾಡ xyxy=(585,55,895,116)
r3d-body xyxy=(754,1561,1075,1774)
story3-body xyxy=(43,1210,302,1567)
r3a-text: ನಗರದ ಇಂದಿರಾ ಗ್ಲಾಸ್ ಹೌಸ್ ಹತ್ತಿರದ ಆರ್.ಎಸ್. ಶೆಟ್ಟಿ ಕಲ್ಯಾಣ ಮಂಟಪದಲ್ಲಿ ವಿಧಾನ ಪರಿಷತ್ ಸಭಾಪತಿ ಬಸವರಾಜ ಹೊರಟ್ಟಿ ಅವರಿಗೆ ಅಭಿನಂದನಾ ಸಮಾರಂಭ ಆಯೋಜಿಸುವ ಕುರಿತು ಪೂರ್ವಭಾವಿ ಸಭೆ ನಡೆಯಿತು. ಸತತ 45 ವರ್ಷಗಳ ಕಾಲ ಒಂದೇ ಬಾರಿ ಸೋಲಿಲ್ಲದೆ ವಿಧಾನ ಪರಿಷತ್‌ಗೆ ಆಯ್ಕೆಯಾದ ಹೊರಟ್ಟಿ ಅವರ ಸಾಧನೆ ಅಪೂರ್ವ. ಅವರಿಗೆ ಭವ್ಯ ಸನ್ಮಾನ ಸಮಾರಂಭ ಆಯೋಜಿಸಲು ನಿರ್ಧರಿಸಲಾಯಿತು. ಸಮಾರಂಭದ ಯಶಸ್ಸಿಗೆ ವಿವಿಧ ಸಮಿತಿಗಳನ್ನು ರಚಿಸಲಾಯಿತು. ಅರವಿಂದ ಬೆಲ್ಲದ, ಮಹೇಶ ಟೆಂಗಿನಕಾಯಿ, ಜಗದೀಶ ಶೆಟ್ಟರ್ ಸೇರಿದಂತೆ ಅನೇಕ ಗಣ್ಯರು ಸಭೆಯಲ್ಲಿ ಪಾಲ್ಗೊಂಡಿದ್ದರು. ಆಗಸ್ಟ್ 16 ಅಥವಾ 17 ರಂದು ಸಮಾರಂಭ ನಡೆಸಲು ಉದ್ದೇಶಿಸಲಾಗಿದೆ. ವಿವಿಧ ಸಂಘ ಸಂಸ್ಥೆಗಳ ಪದಾಧಿಕಾರಿಗಳು, ಶಿಕ್ಷಕರ ಸಂಘದ ಪ್ರತಿನಿಧಿಗಳು ಉಪಸ್ಥಿತರಿದ್ದರು. ಎಲ್ಲ ಸಮಾಜದ ಮುಖಂಡರು ಭಾಗವಹಿಸಿದ್ದರು. xyxy=(333,1197,739,1348)
top-mid-photo xyxy=(333,151,677,354)
kiru-text: ಕಿರು xyxy=(166,166,202,198)
story1-body xyxy=(43,391,302,597)
hand-icon xyxy=(46,151,108,212)
yellow-dot xyxy=(182,2267,191,2275)
bb-headline: ಮೃತ ರೈತರ ಮನೆಗೆ ರೈತ ಸಂಘ ಸದಸ್ಯರ ಭೇಟಿ xyxy=(767,1795,1035,1816)
bb-body xyxy=(767,1983,1075,2242)
bb-text: ತಾಲೂಕಿನ ಬರದ್ವಾಡ ಗ್ರಾಮದಲ್ಲಿ ಸಾಲಬಾಧೆ ತಾಳದೆ ಆತ್ಮಹತ್ಯೆ ಮಾಡಿಕೊಂಡ ರೈತರ ಮನೆಗೆ ರಾಜ್ಯ ರೈತ ಸಂಘದ ಸದಸ್ಯರು ಭೇಟಿ ನೀಡಿ ಕುಟುಂಬಕ್ಕೆ ಸಾಂತ್ವನ ಹೇಳಿದರು. ಸರ್ಕಾರ ಮೃತ ರೈತನ ಕುಟುಂಬಕ್ಕೆ ಸೂಕ್ತ ಪರಿಹಾರ ನೀಡಬೇಕು. ಬ್ಯಾಂಕ್ ಸಾಲ ಮನ್ನಾ ಮಾಡಬೇಕು ಎಂದು ಆಗ್ರಹಿಸಿದರು. ರೈತರು ಆತ್ಮಹತ್ಯೆಗೆ ಶರಣಾಗದೆ ಧೈರ್ಯದಿಂದ ಬದುಕಬೇಕು. ರೈತ ಸಂಘ ಸದಾ ನಿಮ್ಮೊಂದಿಗೆ ಇರುತ್ತದೆ ಎಂದರು. ತಹಶೀಲ್ದಾರ್ ಅವರಿಗೆ ಮನವಿ ಪತ್ರ ಸಲ್ಲಿಸಲಾಯಿತು. ರೈತ ಸಂಘದ ಜಿಲ್ಲಾಧ್ಯಕ್ಷ, ತಾಲೂಕು ಅಧ್ಯಕ್ಷ ಹಾಗೂ ಪದಾಧಿಕಾರಿಗಳು, ಗ್ರಾಮಸ್ಥರು ಇದ್ದರು. ನಂತರ ಗ್ರಾಮದ ರೈತರೊಂದಿಗೆ ಸಭೆ ನಡೆಸಿ ಸಮಸ್ಯೆಗಳನ್ನು ಆಲಿಸಿದರು. ಕೃಷಿ ಇಲಾಖೆ ಅಧಿಕಾರಿಗಳು ಸ್ಥಳಕ್ಕೆ ಭೇಟಿ ನೀಡಬೇಕು ಎಂದು ಆಗ್ರಹಿಸಿದರು. xyxy=(767,1985,1075,2136)
main-headline: ಬೀದಿ ನಾಯಿಗಳ ಸಮಸ್ಯೆಗೆ ಸೂಕ್ತ ಕ್ರಮ ಕೈಗೊಳ್ಳಿ xyxy=(422,533,933,573)
rc1-lead: ಧಾರವಾಡ: xyxy=(1038,528,1079,542)
print-registration-marks xyxy=(1324,2266,1377,2275)
r3c-sub-body xyxy=(1090,1393,1459,1519)
divider xyxy=(43,600,302,602)
main-body-left xyxy=(333,585,567,1152)
story2-text: ಇಲ್ಲಿನ ದೇಶಪಾಂಡೆ ನಗರದ ಸವಾಯಿ ಗಂಧರ್ವ ಸಭಾಭವನದಲ್ಲಿ ಶ್ರೀ ಸದ್ಗುರು ಕಲಾಕ್ಷೇತ್ರ ಸಂಸ್ಥೆಯು ರಾಜ್ಯ ಮಟ್ಟದ ಹಳ್ಳಿ ಕಟೆಗೆ ರಂಗ ಪಯಣ ಕಲಿಕಾ ಶಿಬಿರದ ಸಮಾರೋಪ ಸಮಾರಂಭ ಜು.20 ರಂದು ಸಂಜೆ 4 ಗಂಟೆಗೆ ಆಯೋಜಿಸಲಾಗಿದೆ ಎಂದು ಸಂಸ್ಥೆಯ ಅಧ್ಯಕ್ಷ ಪ್ರಕಾಶ ಬಡಿಗೇರ ತಿಳಿಸಿದರು. ಸಮಾರಂಭದ ಉದ್ಘಾಟನೆಯನ್ನು ಹುಬ್ಬಳ್ಳಿ-ಧಾರವಾಡ ಮಹಾನಗರ ಪಾಲಿಕೆ ಮೇಯರ್ ಜ್ಯೋತಿ ಪಾಟೀಲ ನೆರವೇರಿಸಲಿದ್ದಾರೆ. ರಂಗಾಯಣ ನಿರ್ದೇಶಕ ರಾಜು ತಾಳಿಕೋಟಿ ಅಧ್ಯಕ್ಷತೆ ವಹಿಸಲಿದ್ದಾರೆ. ಈ ಸಂದರ್ಭದಲ್ಲಿ ಶಿಬಿರಾರ್ಥಿಗಳಿಂದ ನಾಟಕ ಪ್ರದರ್ಶನ ಜರುಗಲಿದೆ ಎಂದು ತಿಳಿಸಿದರು. xyxy=(43,661,302,812)
cloudy-sun-icon xyxy=(982,50,1068,112)
r3c-sub-lead: ಧಾರವಾಡ: xyxy=(1090,1395,1132,1408)
date: 20 ಜುಲೈ 2025 xyxy=(1345,76,1438,93)
magenta-dot xyxy=(1324,2267,1333,2275)
obit-lead: ಕುಂದಗೋಳ: xyxy=(43,1665,94,1678)
obit-text: ಪಟ್ಟಣದ ದೇಶಪಾಂಡೆ ಓಣಿಯ ನಿವಾಸಿ ಹಿರಿಯರಾದ ಗಂಗಪ್ಪ ದೇಶಪಾಂಡೆ (66) ಶನಿವಾರ ನಿಧನರಾದರು. ಮೃತರಿಗೆ ಪತ್ನಿ, ಪುತ್ರ, ಪುತ್ರಿಯರು ಸೇರಿದಂತೆ ಅಪಾರ ಬಂಧು-ಬಳಗವಿದೆ. xyxy=(43,1665,185,1764)
story1-headline: ಪೊಲೀಸ್ ವರಿಷ್ಠಾಧಿಕಾರಿಯಾಗಿ ಗುಂಜನ್ ಆರ್ಯ ಸ್ವೀಕಾರ xyxy=(59,218,292,260)
column-rule xyxy=(1085,148,1086,480)
pharma-headline: ಔಷಧ ವಿಜ್ಞಾನದಲ್ಲಿ ವಿಫುಲ ಅವಕಾಶ xyxy=(762,147,1005,171)
temp-high: 26° xyxy=(1068,80,1120,111)
kiru-suddi-title xyxy=(166,166,245,198)
r3b-photo xyxy=(754,1198,1075,1333)
bc-body-1 xyxy=(1090,1829,1207,2275)
r3d-headline: ಸಮುದಾಯ ಭವನಕ್ಕೆ ಶಾಸಕ ಕೋನರಡ್ಡಿ ಭೇಟಿ xyxy=(754,1530,1023,1551)
print-registration-marks xyxy=(530,2266,583,2275)
nidhana-suddi-title xyxy=(111,1583,235,1610)
cyan-dot xyxy=(1338,2267,1347,2275)
page-number: ೦೧ xyxy=(252,96,291,136)
divider xyxy=(43,1152,302,1153)
yellow-dot xyxy=(952,2267,961,2275)
bb-lead: ಕುಂದಗೋಳ: xyxy=(767,1985,817,1998)
r3b-body xyxy=(754,1336,1075,1521)
r3c-sub-headline: ಜನಸಂಪರ್ಕ ಸಭೆ ಜು.22ಕ್ಕೆ xyxy=(1090,1367,1459,1390)
column-rule xyxy=(746,1161,748,1774)
emblem-icon xyxy=(49,43,86,80)
column-rule xyxy=(311,148,312,1774)
yellow-dot xyxy=(558,2267,567,2275)
